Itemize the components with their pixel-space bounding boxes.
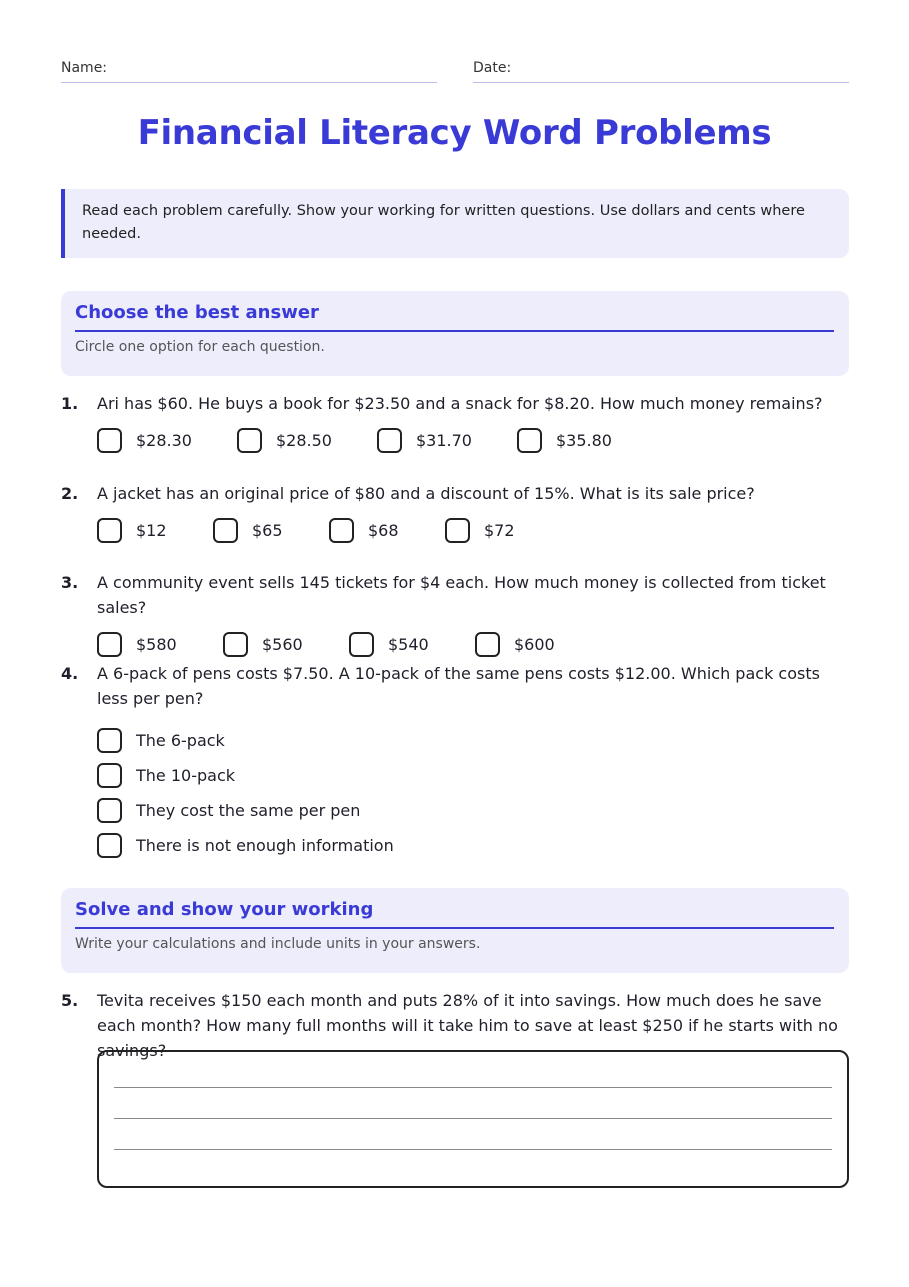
checkbox[interactable] (213, 518, 238, 543)
checkbox[interactable] (97, 833, 122, 858)
checkbox[interactable] (97, 428, 122, 453)
checkbox[interactable] (445, 518, 470, 543)
option[interactable] (237, 428, 377, 453)
question-text: A 6-pack of pens costs $7.50. A 10-pack of the same pens costs $12.00. Which pack costs less per pen? (97, 664, 820, 708)
question-4 (61, 661, 851, 863)
answer-line (114, 1149, 832, 1150)
option-label: $580 (136, 635, 177, 654)
answer-line (114, 1087, 832, 1088)
option[interactable] (97, 518, 213, 543)
option-label: $12 (136, 521, 167, 540)
checkbox[interactable] (223, 632, 248, 657)
option[interactable] (223, 632, 349, 657)
option[interactable] (377, 428, 517, 453)
option-label: $68 (368, 521, 399, 540)
option-label: $560 (262, 635, 303, 654)
section-written (61, 888, 849, 973)
instructions-box: Read each problem carefully. Show your working for written questions. Use dollars and cents where needed. (61, 189, 849, 258)
option-label: $65 (252, 521, 283, 540)
question-text: Tevita receives $150 each month and puts 28% of it into savings. How much does he save each month? How many full months will it take him to save at least $250 if he starts with no savings? (97, 991, 838, 1060)
checkbox[interactable] (517, 428, 542, 453)
question-text: A community event sells 145 tickets for $4 each. How much money is collected from ticket sales? (97, 573, 826, 617)
page-title: Financial Literacy Word Problems (137, 113, 772, 153)
option[interactable] (329, 518, 445, 543)
section-multiple-choice (61, 291, 849, 376)
option[interactable] (517, 428, 612, 453)
name-field[interactable] (61, 60, 437, 83)
option-label: $28.50 (276, 431, 332, 450)
question-number: 5. (61, 991, 79, 1010)
option-label: $540 (388, 635, 429, 654)
date-label: Date: (473, 60, 512, 76)
question-number: 4. (61, 664, 79, 683)
option-label: $35.80 (556, 431, 612, 450)
question-1 (61, 391, 851, 453)
section-subtitle: Write your calculations and include units in your answers. (75, 936, 481, 952)
question-3 (61, 570, 851, 657)
checkbox[interactable] (97, 632, 122, 657)
header-fields (61, 60, 849, 83)
question-text: Ari has $60. He buys a book for $23.50 and a snack for $8.20. How much money remains? (97, 394, 823, 413)
option[interactable] (97, 828, 851, 863)
option-label: There is not enough information (136, 836, 394, 855)
question-number: 3. (61, 573, 79, 592)
checkbox[interactable] (329, 518, 354, 543)
checkbox[interactable] (97, 798, 122, 823)
option[interactable] (475, 632, 555, 657)
checkbox[interactable] (349, 632, 374, 657)
option-label: They cost the same per pen (136, 801, 361, 820)
option-label: $72 (484, 521, 515, 540)
option-label: $31.70 (416, 431, 472, 450)
option-label: The 10-pack (136, 766, 235, 785)
answer-line (114, 1118, 832, 1119)
checkbox[interactable] (97, 518, 122, 543)
section-subtitle: Circle one option for each question. (75, 339, 325, 355)
answer-box[interactable] (97, 1050, 849, 1188)
name-label: Name: (61, 60, 108, 76)
date-field[interactable] (473, 60, 849, 83)
option-label: The 6-pack (136, 731, 225, 750)
checkbox[interactable] (377, 428, 402, 453)
option[interactable] (97, 428, 237, 453)
question-2 (61, 481, 851, 543)
option[interactable] (97, 793, 851, 828)
option-label: $28.30 (136, 431, 192, 450)
section-title: Choose the best answer (75, 302, 834, 332)
option[interactable] (213, 518, 329, 543)
section-title: Solve and show your working (75, 899, 834, 929)
question-text: A jacket has an original price of $80 and a discount of 15%. What is its sale price? (97, 484, 755, 503)
checkbox[interactable] (237, 428, 262, 453)
option-label: $600 (514, 635, 555, 654)
question-number: 1. (61, 394, 79, 413)
checkbox[interactable] (97, 728, 122, 753)
checkbox[interactable] (97, 763, 122, 788)
option[interactable] (97, 723, 851, 758)
option[interactable] (97, 758, 851, 793)
option[interactable] (97, 632, 223, 657)
question-number: 2. (61, 484, 79, 503)
option[interactable] (445, 518, 515, 543)
option[interactable] (349, 632, 475, 657)
checkbox[interactable] (475, 632, 500, 657)
